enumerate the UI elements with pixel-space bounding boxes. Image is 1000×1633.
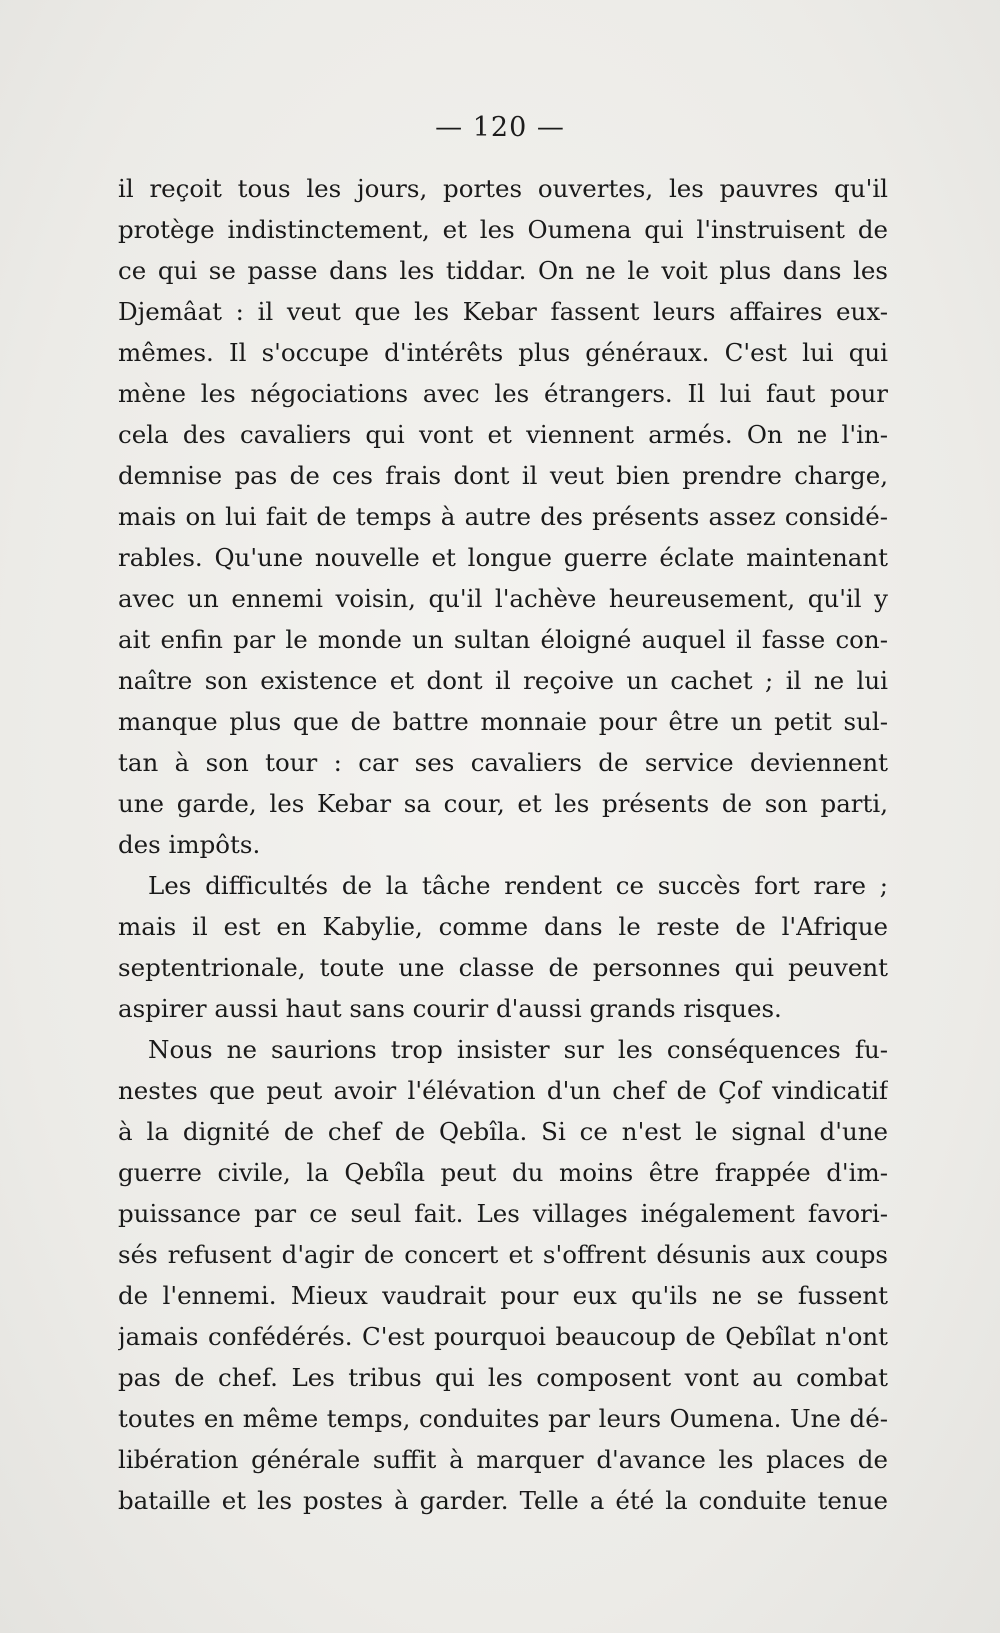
text-line: sés refusent d'agir de concert et s'offrent désunis aux coups bbox=[118, 1240, 888, 1269]
text-line: aspirer aussi haut sans courir d'aussi grands risques. bbox=[118, 994, 782, 1023]
text-line: demnise pas de ces frais dont il veut bien prendre charge, bbox=[118, 461, 888, 490]
text-line: toutes en même temps, conduites par leurs Oumena. Une dé- bbox=[118, 1404, 888, 1433]
text-line: naître son existence et dont il reçoive un cachet ; il ne lui bbox=[118, 666, 888, 695]
text-line: tan à son tour : car ses cavaliers de service deviennent bbox=[118, 748, 888, 777]
text-line: une garde, les Kebar sa cour, et les présents de son parti, bbox=[118, 789, 888, 818]
paragraph-2 bbox=[118, 865, 888, 1029]
text-line: il reçoit tous les jours, portes ouvertes, les pauvres qu'il bbox=[118, 174, 888, 203]
text-line: bataille et les postes à garder. Telle a été la conduite tenue bbox=[118, 1486, 888, 1515]
text-line: avec un ennemi voisin, qu'il l'achève heureusement, qu'il y bbox=[118, 584, 888, 613]
text-line: puissance par ce seul fait. Les villages inégalement favori- bbox=[118, 1199, 888, 1228]
text-line: à la dignité de chef de Qebîla. Si ce n'est le signal d'une bbox=[118, 1117, 888, 1146]
text-line: ait enfin par le monde un sultan éloigné auquel il fasse con- bbox=[118, 625, 888, 654]
paragraph-3 bbox=[118, 1029, 888, 1521]
text-line: cela des cavaliers qui vont et viennent armés. On ne l'in- bbox=[118, 420, 888, 449]
text-line: de l'ennemi. Mieux vaudrait pour eux qu'ils ne se fussent bbox=[118, 1281, 888, 1310]
text-line: Djemâat : il veut que les Kebar fassent leurs affaires eux- bbox=[118, 297, 888, 326]
text-line: mène les négociations avec les étrangers. Il lui faut pour bbox=[118, 379, 888, 408]
text-line: septentrionale, toute une classe de personnes qui peuvent bbox=[118, 953, 888, 982]
text-line: libération générale suffit à marquer d'avance les places de bbox=[118, 1445, 888, 1474]
body-text bbox=[118, 168, 888, 1521]
text-line: rables. Qu'une nouvelle et longue guerre éclate maintenant bbox=[118, 543, 888, 572]
text-line: nestes que peut avoir l'élévation d'un chef de Çof vindicatif bbox=[118, 1076, 888, 1105]
paragraph-1 bbox=[118, 168, 888, 865]
text-line: Nous ne saurions trop insister sur les conséquences fu- bbox=[148, 1035, 888, 1064]
text-line: pas de chef. Les tribus qui les composent vont au combat bbox=[118, 1363, 888, 1392]
text-line: guerre civile, la Qebîla peut du moins être frappée d'im- bbox=[118, 1158, 888, 1187]
page-number: — 120 — bbox=[435, 112, 565, 143]
text-line: jamais confédérés. C'est pourquoi beaucoup de Qebîlat n'ont bbox=[118, 1322, 888, 1351]
text-line: mais on lui fait de temps à autre des présents assez considé- bbox=[118, 502, 888, 531]
text-line: des impôts. bbox=[118, 830, 261, 859]
text-line: Les difficultés de la tâche rendent ce succès fort rare ; bbox=[148, 871, 888, 900]
text-line: mêmes. Il s'occupe d'intérêts plus généraux. C'est lui qui bbox=[118, 338, 888, 367]
text-line: manque plus que de battre monnaie pour être un petit sul- bbox=[118, 707, 888, 736]
text-line: mais il est en Kabylie, comme dans le reste de l'Afrique bbox=[118, 912, 888, 941]
text-line: ce qui se passe dans les tiddar. On ne le voit plus dans les bbox=[118, 256, 888, 285]
text-line: protège indistinctement, et les Oumena qui l'instruisent de bbox=[118, 215, 888, 244]
